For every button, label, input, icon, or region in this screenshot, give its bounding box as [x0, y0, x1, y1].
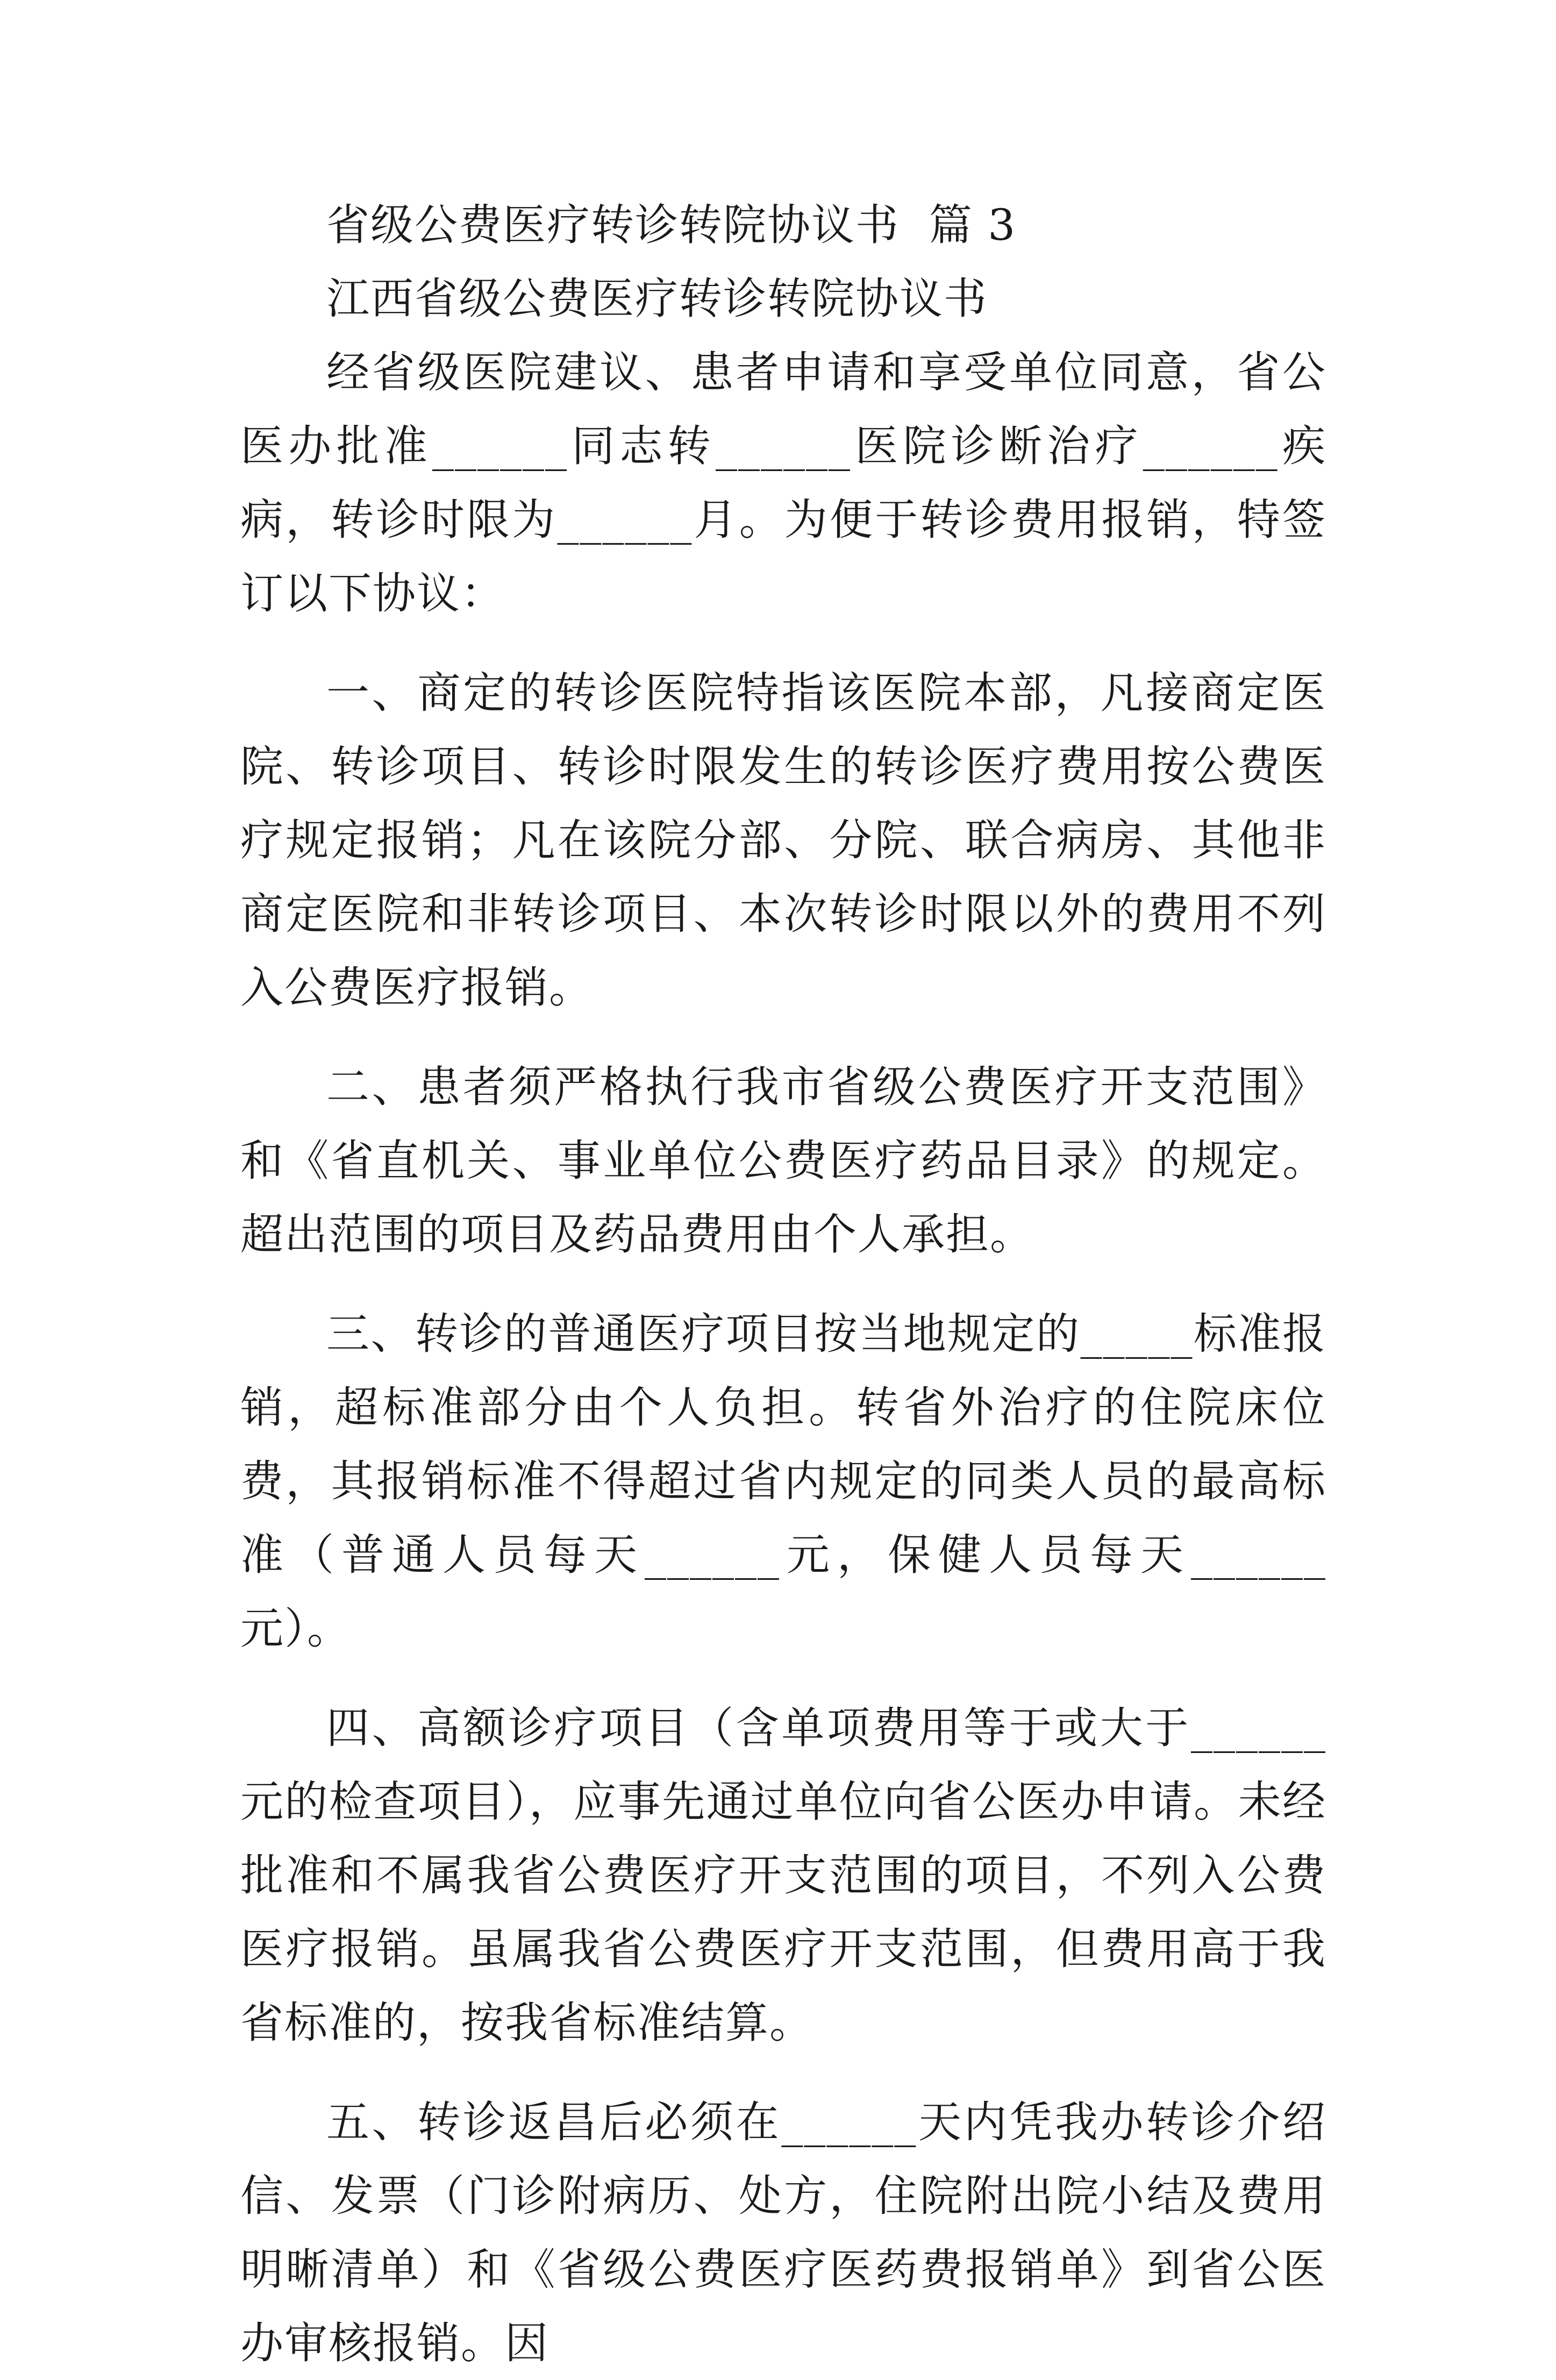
clause-2: 二、患者须严格执行我市省级公费医疗开支范围》和《省直机关、事业单位公费医疗药品目录》的规定。超出范围的项目及药品费用由个人承担。	[240, 1062, 1326, 1259]
document-body	[240, 188, 1326, 2380]
clause-3: 三、转诊的普通医疗项目按当地规定的_____标准报销，超标准部分由个人负担。转省外治疗的住院床位费，其报销标准不得超过省内规定的同类人员的最高标准（普通人员每天______元，保健人员每天______元）。	[240, 1309, 1326, 1654]
clause-1: 一、商定的转诊医院特指该医院本部，凡接商定医院、转诊项目、转诊时限发生的转诊医疗费用按公费医疗规定报销；凡在该院分部、分院、联合病房、其他非商定医院和非转诊项目、本次转诊时限以外的费用不列入公费医疗报销。	[240, 668, 1326, 1013]
clause-4: 四、高额诊疗项目（含单项费用等于或大于______元的检查项目），应事先通过单位向省公医办申请。未经批准和不属我省公费医疗开支范围的项目，不列入公费医疗报销。虽属我省公费医疗开支范围，但费用高于我省标准的，按我省标准结算。	[240, 1703, 1326, 2048]
intro-paragraph: 经省级医院建议、患者申请和享受单位同意，省公医办批准______同志转______医院诊断治疗______疾病，转诊时限为______月。为便于转诊费用报销，特签订以下协议：	[240, 347, 1326, 618]
clause-5: 五、转诊返昌后必须在______天内凭我办转诊介绍信、发票（门诊附病历、处方，住院附出院小结及费用明晰清单）和《省级公费医疗医药费报销单》到省公医办审核报销。因	[240, 2097, 1326, 2368]
document-title: 江西省级公费医疗转诊转院协议书	[326, 274, 988, 324]
document-heading: 省级公费医疗转诊转院协议书 篇 3	[326, 200, 1017, 250]
